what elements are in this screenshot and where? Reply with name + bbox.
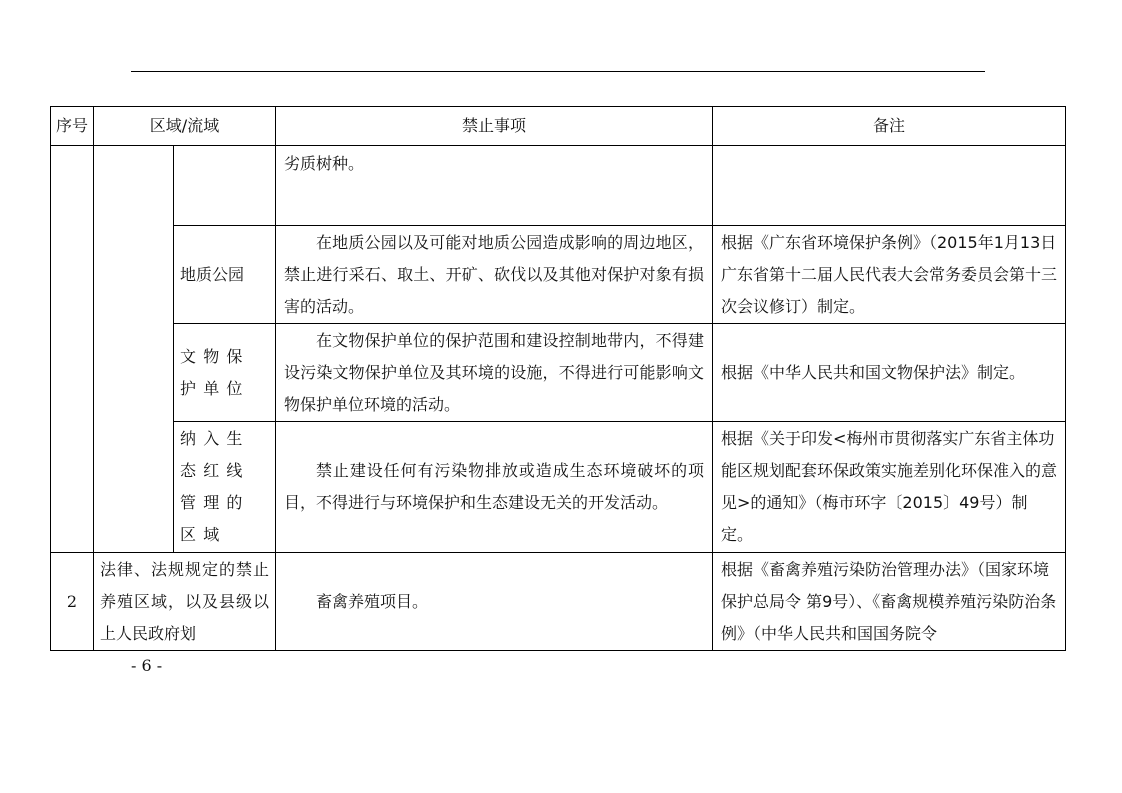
prohibition-text: 禁止建设任何有污染物排放或造成生态环境破坏的项目，不得进行与环境保护和生态建设无关的开发活动。 xyxy=(284,461,704,512)
seq-cell-empty xyxy=(51,146,94,553)
note-cell: 根据《中华人民共和国文物保护法》制定。 xyxy=(713,324,1066,422)
header-prohibited: 禁止事项 xyxy=(276,107,713,146)
prohibition-cell xyxy=(276,553,713,651)
prohibition-text: 在文物保护单位的保护范围和建设控制地带内，不得建设污染文物保护单位及其环境的设施，不得进行可能影响文物保护单位环境的活动。 xyxy=(284,330,704,414)
header-note: 备注 xyxy=(713,107,1066,146)
page-number: - 6 - xyxy=(131,656,163,675)
prohibition-table xyxy=(50,106,1066,651)
prohibition-cell xyxy=(276,226,713,324)
region-cell-empty xyxy=(94,146,174,553)
prohibition-text: 畜禽养殖项目。 xyxy=(316,591,429,611)
subcategory-cell: 纳入生态红线管理的区域 xyxy=(174,422,276,553)
table-row xyxy=(51,553,1066,651)
table-header-row xyxy=(51,107,1066,146)
note-cell: 根据《关于印发<梅州市贯彻落实广东省主体功能区规划配套环保政策实施差别化环保准入的意见>的通知》（梅市环字〔2015〕49号）制定。 xyxy=(713,422,1066,553)
note-cell: 根据《畜禽养殖污染防治管理办法》（国家环境保护总局令 第9号）、《畜禽规模养殖污染防治条例》（中华人民共和国国务院令 xyxy=(713,553,1066,651)
prohibition-text: 在地质公园以及可能对地质公园造成影响的周边地区，禁止进行采石、取土、开矿、砍伐以及其他对保护对象有损害的活动。 xyxy=(284,232,704,316)
header-rule xyxy=(131,71,985,72)
header-seq: 序号 xyxy=(51,107,94,146)
header-region: 区域/流域 xyxy=(94,107,276,146)
table-row xyxy=(51,226,1066,324)
prohibition-text: 劣质树种。 xyxy=(284,154,365,173)
note-cell: 根据《广东省环境保护条例》（2015年1月13日广东省第十二届人民代表大会常务委员会第十三次会议修订）制定。 xyxy=(713,226,1066,324)
seq-cell: 2 xyxy=(51,553,94,651)
prohibition-cell xyxy=(276,324,713,422)
note-cell xyxy=(713,146,1066,226)
subcategory-cell xyxy=(174,146,276,226)
prohibition-cell xyxy=(276,146,713,226)
region-cell: 法律、法规规定的禁止养殖区域，以及县级以上人民政府划 xyxy=(94,553,276,651)
prohibition-cell xyxy=(276,422,713,553)
table-row xyxy=(51,422,1066,553)
table-row xyxy=(51,324,1066,422)
subcategory-cell: 地质公园 xyxy=(174,226,276,324)
table-row xyxy=(51,146,1066,226)
subcategory-cell: 文物保护单位 xyxy=(174,324,276,422)
